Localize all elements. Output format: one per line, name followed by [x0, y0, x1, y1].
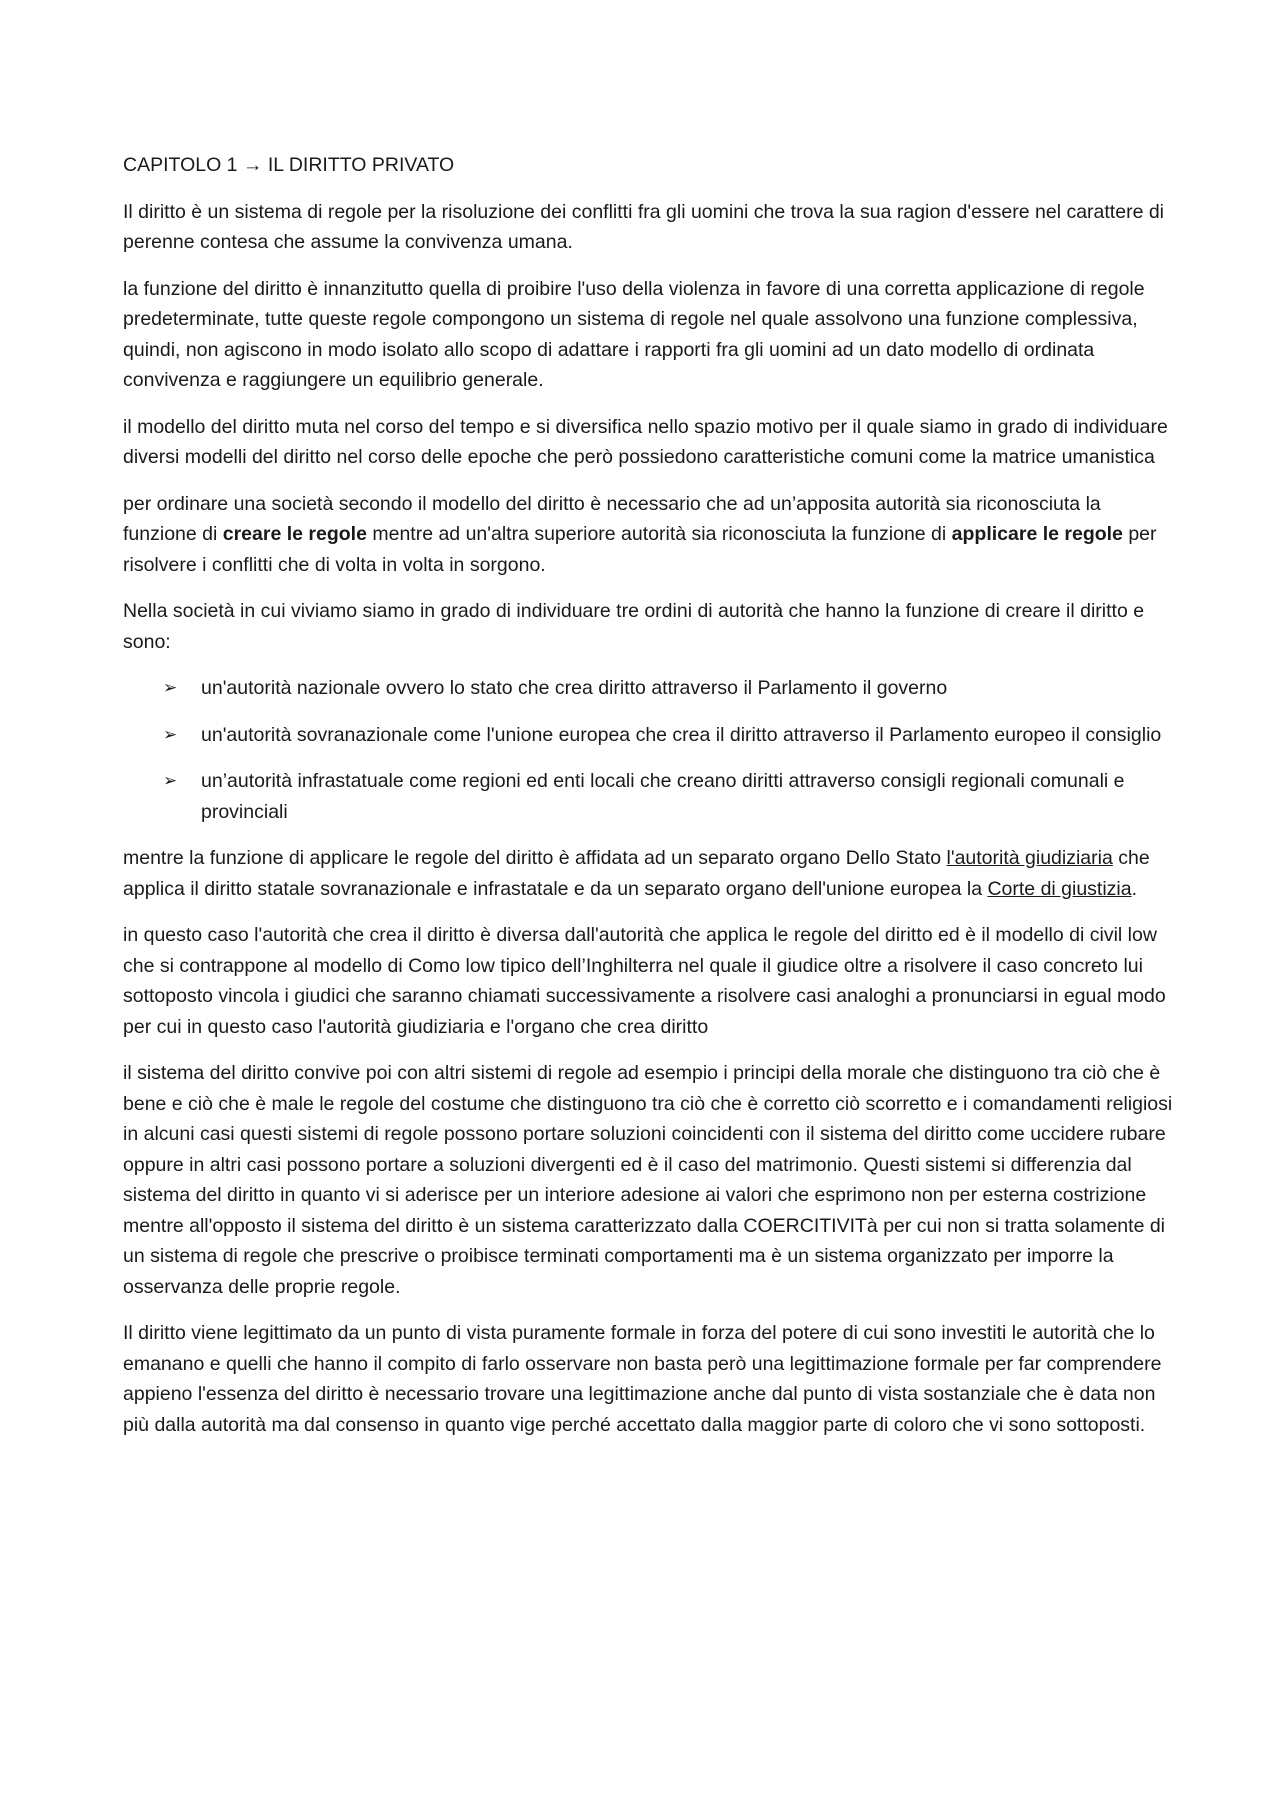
list-item: [123, 720, 1173, 751]
arrow-bullet-icon: ➢: [163, 678, 178, 697]
underlined-court-of-justice: Corte di giustizia: [987, 877, 1132, 900]
paragraph-civil-law: in questo caso l'autorità che crea il diritto è diversa dall'autorità che applica le regole del diritto ed è il modello di civil low che si contrappone al modello di Como low tipico dell’Inghilterra nel quale il giudice oltre a risolvere il caso concreto lui sottoposto vincola i giudici che saranno chiamati successivamente a risolvere casi analoghi a pronunciarsi in egual modo per cui in questo caso l'autorità giudiziaria e l'organo che crea diritto: [123, 924, 1166, 1038]
underlined-judicial-authority: l'autorità giudiziaria: [946, 847, 1113, 869]
chapter-name: IL DIRITTO PRIVATO: [267, 154, 455, 176]
text-run: che applica il diritto statale sovranazionale e infrastatale e da un separato organo dell'unione europea la: [123, 847, 1150, 900]
list-item: [123, 673, 1173, 704]
bold-apply-rules: applicare le regole: [951, 523, 1123, 545]
list-item-text: un'autorità sovranazionale come l'unione europea che crea il diritto attraverso il Parlamento europeo il consiglio: [201, 723, 1162, 746]
list-item-text: un'autorità nazionale ovvero lo stato che crea diritto attraverso il Parlamento il governo: [201, 677, 948, 699]
paragraph-function: la funzione del diritto è innanzitutto quella di proibire l'uso della violenza in favore di una corretta applicazione di regole predeterminate, tutte queste regole compongono un sistema di regole nel quale assolvono una funzione complessiva, quindi, non agiscono in modo isolato allo scopo di adattare i rapporti fra gli uomini ad un dato modello di ordinata convivenza e raggiungere un equilibrio generale.: [123, 277, 1145, 391]
bold-create-rules: creare le regole: [222, 523, 367, 545]
text-run: mentre ad un'altra superiore autorità sia riconosciuta la funzione di: [366, 523, 952, 545]
arrow-bullet-icon: ➢: [163, 724, 178, 744]
paragraph-three-orders: Nella società in cui viviamo siamo in grado di individuare tre ordini di autorità che hanno la funzione di creare il diritto e sono:: [123, 600, 1145, 653]
arrow-bullet-icon: ➢: [163, 771, 178, 790]
list-item-text: un’autorità infrastatuale come regioni ed enti locali che creano diritti attraverso consigli regionali comunali e provinciali: [201, 770, 1125, 823]
chapter-title: [123, 150, 1173, 181]
text-run: per risolvere i conflitti che di volta in volta in sorgono.: [123, 523, 1157, 576]
text-run: .: [1131, 877, 1138, 900]
authorities-list: [123, 673, 1173, 827]
list-item: [123, 766, 1173, 827]
arrow-right-icon: →: [242, 154, 263, 176]
paragraph-model: il modello del diritto muta nel corso del tempo e si diversifica nello spazio motivo per il quale siamo in grado di individuare diversi modelli del diritto nel corso delle epoche che però possiedono caratteristiche comuni come la matrice umanistica: [123, 415, 1168, 468]
paragraph-legitimation: Il diritto viene legittimato da un punto di vista puramente formale in forza del potere di cui sono investiti le autorità che lo emanano e quelli che hanno il compito di farlo osservare non basta però una legittimazione formale per far comprendere appieno l'essenza del diritto è necessario trovare una legittimazione anche dal punto di vista sostanziale che è data non più dalla autorità ma dal consenso in quanto vige perché accettato dalla maggior parte di coloro che vi sono sottoposti.: [123, 1322, 1162, 1436]
paragraph-definition: Il diritto è un sistema di regole per la risoluzione dei conflitti fra gli uomini che trova la sua ragion d'essere nel carattere di perenne contesa che assume la convivenza umana.: [123, 200, 1165, 253]
paragraph-authorities: [123, 489, 1173, 581]
text-run: per ordinare una società secondo il modello del diritto è necessario che ad un’apposita autorità sia riconosciuta la funzione di: [123, 492, 1101, 545]
paragraph-other-systems: il sistema del diritto convive poi con altri sistemi di regole ad esempio i principi della morale che distinguono tra ciò che è bene e ciò che è male le regole del costume che distinguono tra ciò che è corretto ciò scorretto e i comandamenti religiosi in alcuni casi questi sistemi di regole possono portare soluzioni coincidenti con il sistema del diritto come uccidere rubare oppure in altri casi possono portare a soluzioni divergenti ed è il caso del matrimonio. Questi sistemi si differenzia dal sistema del diritto in quanto vi si aderisce per un interiore adesione ai valori che esprimono non per esterna costrizione mentre all'opposto il sistema del diritto è un sistema caratterizzato dalla COERCITIVITà per cui non si tratta solamente di un sistema di regole che prescrive o proibisce terminati comportamenti ma è un sistema organizzato per imporre la osservanza delle proprie regole.: [123, 1062, 1173, 1298]
paragraph-judiciary: [123, 843, 1173, 904]
document-page: [123, 150, 1173, 1456]
chapter-number: CAPITOLO 1: [123, 154, 238, 176]
text-run: mentre la funzione di applicare le regole del diritto è affidata ad un separato organo Dello Stato: [123, 847, 947, 869]
